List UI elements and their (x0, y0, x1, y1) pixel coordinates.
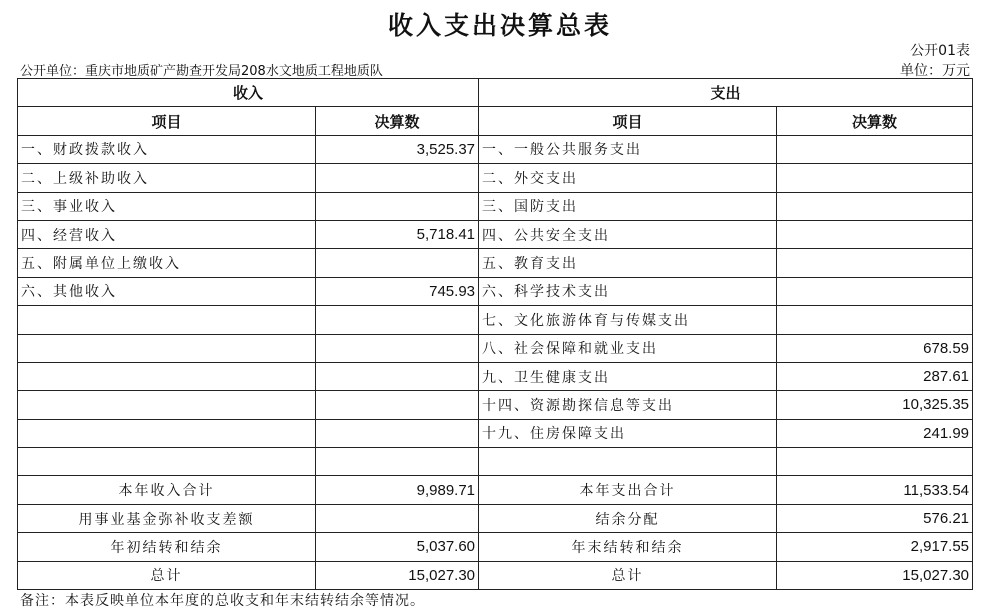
income-item-cell (18, 448, 316, 476)
income-amount-cell (316, 362, 479, 390)
table-row (18, 419, 973, 447)
form-code: 公开01表 (910, 43, 970, 59)
expense-item-cell: 三、国防支出 (479, 192, 777, 220)
table-row (18, 448, 973, 476)
income-item-cell: 用事业基金弥补收支差额 (18, 504, 316, 532)
income-amount-cell (316, 249, 479, 277)
expense-item-cell: 本年支出合计 (479, 476, 777, 504)
income-item-cell (18, 391, 316, 419)
income-amount-cell (316, 306, 479, 334)
income-item-cell: 一、财政拨款收入 (18, 135, 316, 163)
expense-amount-cell: 10,325.35 (777, 391, 973, 419)
expense-item-cell: 九、卫生健康支出 (479, 362, 777, 390)
expense-item-cell (479, 448, 777, 476)
income-amount-cell: 5,037.60 (316, 533, 479, 561)
expense-item-cell: 结余分配 (479, 504, 777, 532)
income-item-cell (18, 306, 316, 334)
table-row (18, 391, 973, 419)
expense-item-cell: 七、文化旅游体育与传媒支出 (479, 306, 777, 334)
table-row (18, 362, 973, 390)
expense-amount-cell (777, 448, 973, 476)
summary-row (18, 476, 973, 504)
column-header-row (18, 107, 973, 135)
expense-amount-cell: 2,917.55 (777, 533, 973, 561)
income-item-cell: 五、附属单位上缴收入 (18, 249, 316, 277)
income-item-cell: 四、经营收入 (18, 220, 316, 248)
income-item-cell (18, 334, 316, 362)
expense-item-cell: 二、外交支出 (479, 164, 777, 192)
income-header: 收入 (18, 79, 479, 107)
expense-amount-cell (777, 306, 973, 334)
expense-item-cell: 五、教育支出 (479, 249, 777, 277)
expense-amount-header: 决算数 (777, 107, 973, 135)
table-row (18, 164, 973, 192)
income-item-cell: 二、上级补助收入 (18, 164, 316, 192)
table-row (18, 220, 973, 248)
table-row (18, 249, 973, 277)
table-row (18, 135, 973, 163)
expense-item-cell: 总计 (479, 561, 777, 589)
budget-table (17, 78, 973, 590)
expense-amount-cell (777, 192, 973, 220)
income-item-cell (18, 419, 316, 447)
summary-row (18, 561, 973, 589)
expense-item-cell: 六、科学技术支出 (479, 277, 777, 305)
income-amount-cell: 745.93 (316, 277, 479, 305)
expense-amount-cell (777, 135, 973, 163)
reporting-unit: 公开单位：重庆市地质矿产勘查开发局208水文地质工程地质队 (20, 64, 383, 79)
income-amount-cell (316, 448, 479, 476)
income-amount-cell (316, 164, 479, 192)
income-item-cell: 本年收入合计 (18, 476, 316, 504)
income-amount-cell (316, 391, 479, 419)
income-amount-header: 决算数 (316, 107, 479, 135)
income-item-cell: 三、事业收入 (18, 192, 316, 220)
expense-amount-cell: 241.99 (777, 419, 973, 447)
expense-amount-cell: 11,533.54 (777, 476, 973, 504)
income-item-cell: 六、其他收入 (18, 277, 316, 305)
expense-amount-cell: 576.21 (777, 504, 973, 532)
page-title: 收入支出决算总表 (387, 11, 612, 40)
expense-item-cell: 八、社会保障和就业支出 (479, 334, 777, 362)
expense-amount-cell (777, 220, 973, 248)
expense-item-cell: 十四、资源勘探信息等支出 (479, 391, 777, 419)
income-amount-cell: 9,989.71 (316, 476, 479, 504)
table-row (18, 192, 973, 220)
footnote: 备注：本表反映单位本年度的总收支和年末结转结余等情况。 (20, 593, 425, 609)
income-item-cell: 年初结转和结余 (18, 533, 316, 561)
expense-amount-cell: 15,027.30 (777, 561, 973, 589)
table-row (18, 334, 973, 362)
expense-item-cell: 一、一般公共服务支出 (479, 135, 777, 163)
expense-amount-cell (777, 164, 973, 192)
summary-row (18, 533, 973, 561)
income-amount-cell (316, 192, 479, 220)
income-amount-cell: 5,718.41 (316, 220, 479, 248)
income-amount-cell: 3,525.37 (316, 135, 479, 163)
expense-item-cell: 年末结转和结余 (479, 533, 777, 561)
table-row (18, 306, 973, 334)
currency-unit: 单位：万元 (900, 63, 970, 79)
income-item-cell: 总计 (18, 561, 316, 589)
expense-item-cell: 四、公共安全支出 (479, 220, 777, 248)
expense-amount-cell: 287.61 (777, 362, 973, 390)
expense-amount-cell (777, 277, 973, 305)
income-item-header: 项目 (18, 107, 316, 135)
expense-header: 支出 (479, 79, 973, 107)
expense-item-header: 项目 (479, 107, 777, 135)
table-row (18, 277, 973, 305)
summary-row (18, 504, 973, 532)
income-amount-cell (316, 334, 479, 362)
expense-item-cell: 十九、住房保障支出 (479, 419, 777, 447)
section-header-row (18, 79, 973, 107)
expense-amount-cell: 678.59 (777, 334, 973, 362)
expense-amount-cell (777, 249, 973, 277)
income-item-cell (18, 362, 316, 390)
income-amount-cell: 15,027.30 (316, 561, 479, 589)
income-amount-cell (316, 504, 479, 532)
income-amount-cell (316, 419, 479, 447)
